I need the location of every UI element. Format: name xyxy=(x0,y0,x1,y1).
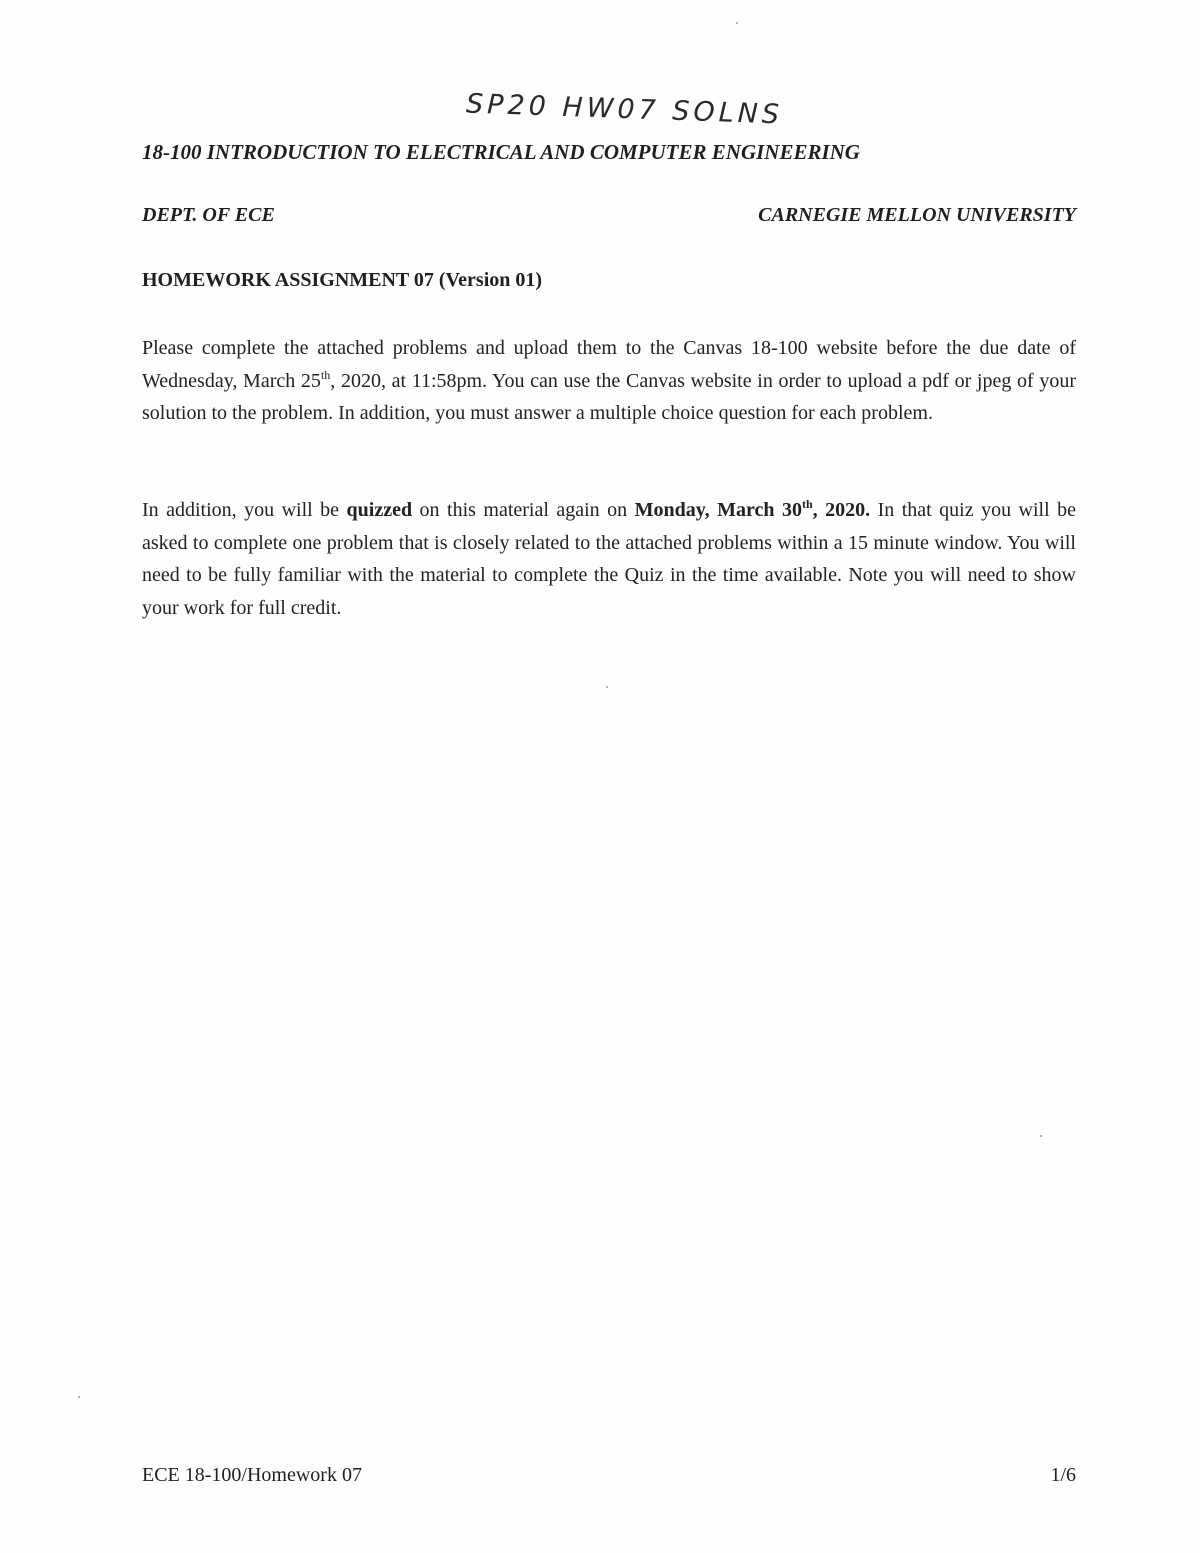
superscript: th xyxy=(801,497,813,511)
quiz-year: , 2020. xyxy=(812,499,871,521)
instructions-paragraph xyxy=(142,332,1076,430)
paragraph-text: In addition, you will be xyxy=(142,499,347,521)
paragraph-text: on this material again on xyxy=(412,499,635,521)
university-label: CARNEGIE MELLON UNIVERSITY xyxy=(758,204,1076,226)
scan-speck xyxy=(606,686,608,688)
footer-course: ECE 18-100/Homework 07 xyxy=(142,1464,362,1486)
scan-speck xyxy=(78,1396,80,1398)
quiz-paragraph xyxy=(142,494,1076,624)
scan-speck xyxy=(736,22,738,24)
handwritten-note: SP20 HW07 SOLNS xyxy=(465,88,784,131)
paragraph-text: , 2020, at 11:58pm. You can use the Canvas website in order to upload a pdf or jpeg of your solution to the problem. In addition, you must answer a multiple choice question for each problem. xyxy=(142,369,1076,424)
scan-speck xyxy=(1040,1135,1042,1137)
page-number: 1/6 xyxy=(1050,1464,1076,1486)
bold-text xyxy=(635,499,871,521)
course-title: 18-100 INTRODUCTION TO ELECTRICAL AND COMPUTER ENGINEERING xyxy=(142,140,860,164)
assignment-title: HOMEWORK ASSIGNMENT 07 (Version 01) xyxy=(142,269,543,291)
paragraph-text: In that quiz you will be asked to complete one problem that is closely related to the attached problems within a 15 minute window. You will need to be fully familiar with the material to complete the Quiz in the time available. Note you will need to show your work for full credit. xyxy=(142,499,1076,619)
superscript: th xyxy=(320,367,331,382)
paragraph-text: Please complete the attached problems and upload them to the Canvas 18-100 website before the due date of Wednesday, March 25 xyxy=(142,337,1076,392)
department-label: DEPT. OF ECE xyxy=(142,204,275,226)
quiz-date: Monday, March 30 xyxy=(634,499,802,521)
bold-text: quizzed xyxy=(346,499,413,521)
